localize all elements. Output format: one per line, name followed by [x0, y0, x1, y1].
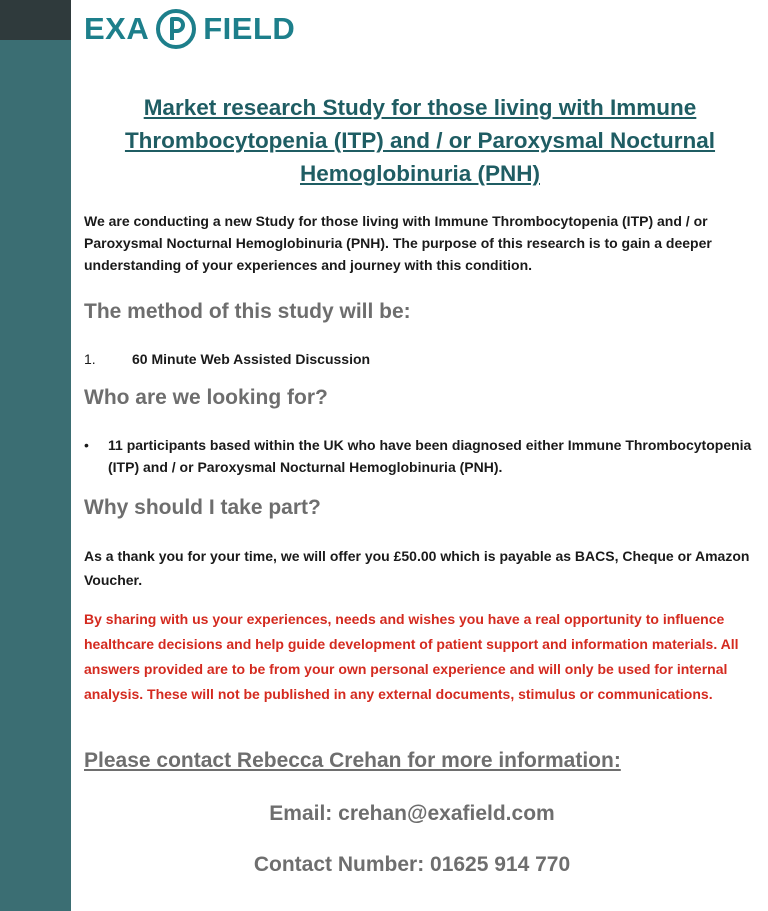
p-in-circle-logo-icon [155, 8, 197, 50]
why-heading: Why should I take part? [84, 496, 321, 519]
page-title: Market research Study for those living with Immune Thrombocytopenia (ITP) and / or Paroxysmal Nocturnal Hemoglobinuria (PNH) [124, 95, 716, 186]
method-list-item [84, 349, 370, 369]
method-item-number: 1. [84, 351, 96, 367]
thank-you-paragraph: As a thank you for your time, we will offer you £50.00 which is payable as BACS, Cheque or Amazon Voucher. [84, 548, 750, 588]
intro-paragraph: We are conducting a new Study for those living with Immune Thrombocytopenia (ITP) and / or Paroxysmal Nocturnal Hemoglobinuria (PNH). The purpose of this research is to gain a deeper understanding of your experiences and journey with this condition. [84, 213, 712, 273]
method-heading: The method of this study will be: [84, 300, 411, 323]
looking-for-bullet [84, 434, 756, 478]
exafield-logo [84, 6, 295, 52]
logo-text-right: FIELD [203, 11, 296, 46]
method-item-text: 60 Minute Web Assisted Discussion [132, 351, 371, 367]
sidebar-top-block [0, 0, 71, 40]
notice-paragraph: By sharing with us your experiences, needs and wishes you have a real opportunity to influence healthcare decisions and help guide development of patient support and information materials. All answers provided are to be from your own personal experience and will only be used for internal analysis. These will not be published in any external documents, stimulus or communications. [84, 611, 739, 702]
contact-phone: Contact Number: 01625 914 770 [253, 853, 571, 876]
looking-for-bullet-text: 11 participants based within the UK who have been diagnosed either Immune Thrombocytopenia (ITP) and / or Paroxysmal Nocturnal Hemoglobinuria (PNH). [108, 437, 752, 475]
looking-for-heading: Who are we looking for? [84, 386, 328, 409]
left-sidebar-band [0, 0, 71, 911]
contact-heading: Please contact Rebecca Crehan for more information: [84, 749, 621, 772]
bullet-icon: • [84, 437, 89, 453]
contact-email: Email: crehan@exafield.com [269, 802, 555, 825]
logo-text-left: EXA [84, 11, 150, 46]
